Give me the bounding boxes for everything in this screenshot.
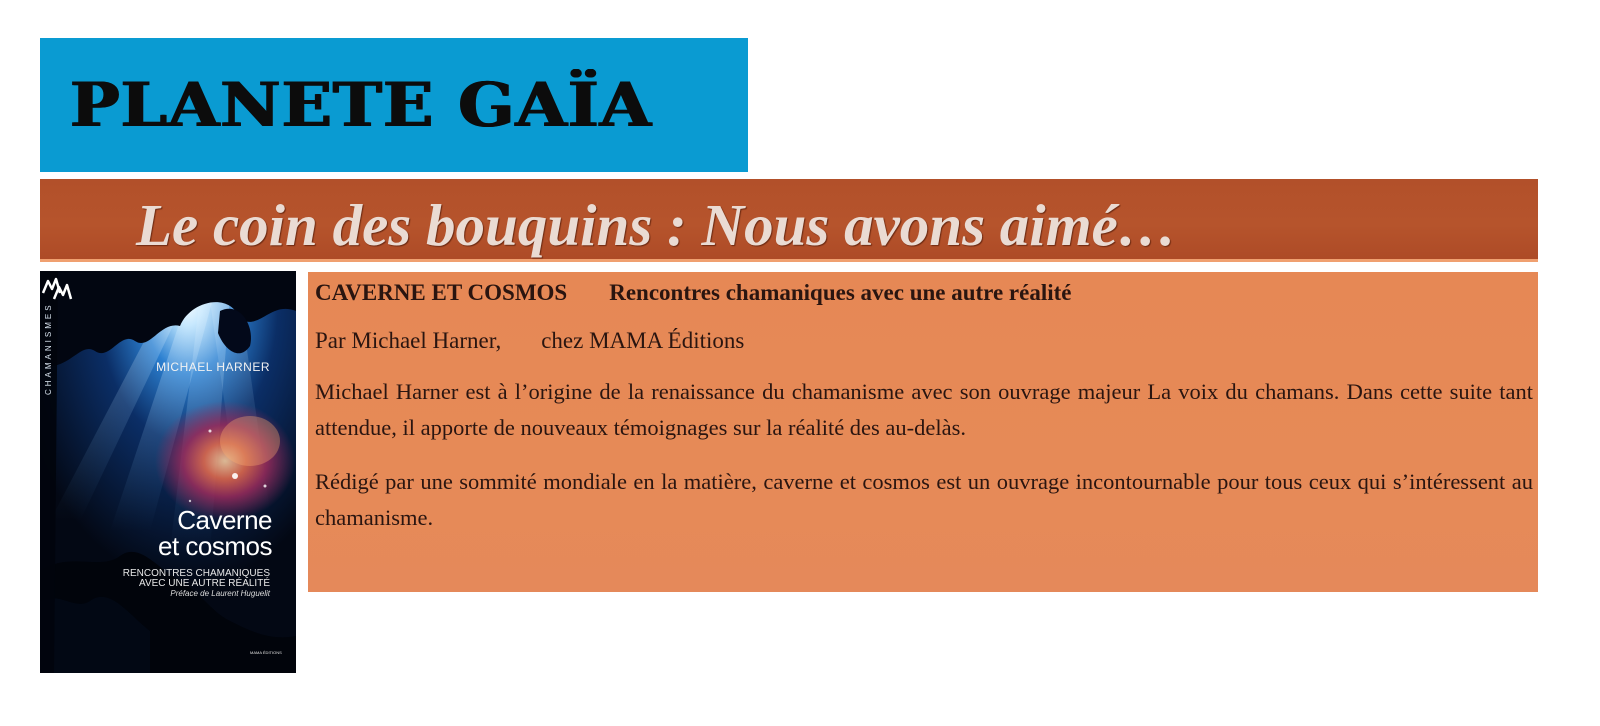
cover-title bbox=[158, 507, 272, 559]
review-author: Par Michael Harner, bbox=[315, 328, 502, 353]
magazine-title: PLANETE GAÏA bbox=[70, 69, 652, 141]
cover-title-line: et cosmos bbox=[158, 531, 272, 561]
book-cover-image bbox=[40, 271, 296, 673]
publisher-logo-text: MAMA ÉDITIONS bbox=[250, 650, 282, 655]
cover-title-line: Caverne bbox=[177, 505, 272, 535]
review-subtitle: Rencontres chamaniques avec une autre réalité bbox=[609, 280, 1072, 305]
cover-preface: Préface de Laurent Huguelit bbox=[170, 589, 270, 598]
cover-author: MICHAEL HARNER bbox=[156, 360, 270, 374]
cover-subtitle-line: RENCONTRES CHAMANIQUES bbox=[122, 568, 270, 579]
publisher-logo-icon bbox=[40, 271, 74, 305]
cover-subtitle bbox=[123, 569, 270, 589]
cover-subtitle-line: AVEC UNE AUTRE RÉALITÉ bbox=[139, 578, 270, 589]
review-byline bbox=[315, 326, 1533, 356]
cave-illustration bbox=[40, 271, 296, 673]
review-paragraph: Michael Harner est à l’origine de la renaissance du chamanisme avec son ouvrage majeur La voix du chamans. Dans cette suite tant attendue, il apporte de nouveaux témoignages sur la réalité des au-delàs. bbox=[315, 379, 1533, 440]
review-heading bbox=[315, 278, 1533, 308]
section-banner bbox=[40, 179, 1538, 262]
review-publisher: chez MAMA Éditions bbox=[541, 328, 745, 353]
cover-series-label: CHAMANISMES bbox=[44, 302, 53, 396]
magazine-banner bbox=[40, 38, 748, 172]
review-box bbox=[308, 272, 1538, 592]
review-paragraph: Rédigé par une sommité mondiale en la matière, caverne et cosmos est un ouvrage incontournable pour tous ceux qui s’intéressent au chamanisme. bbox=[315, 469, 1533, 530]
section-title: Le coin des bouquins : Nous avons aimé… bbox=[136, 192, 1177, 258]
review-title: CAVERNE ET COSMOS bbox=[315, 280, 568, 305]
